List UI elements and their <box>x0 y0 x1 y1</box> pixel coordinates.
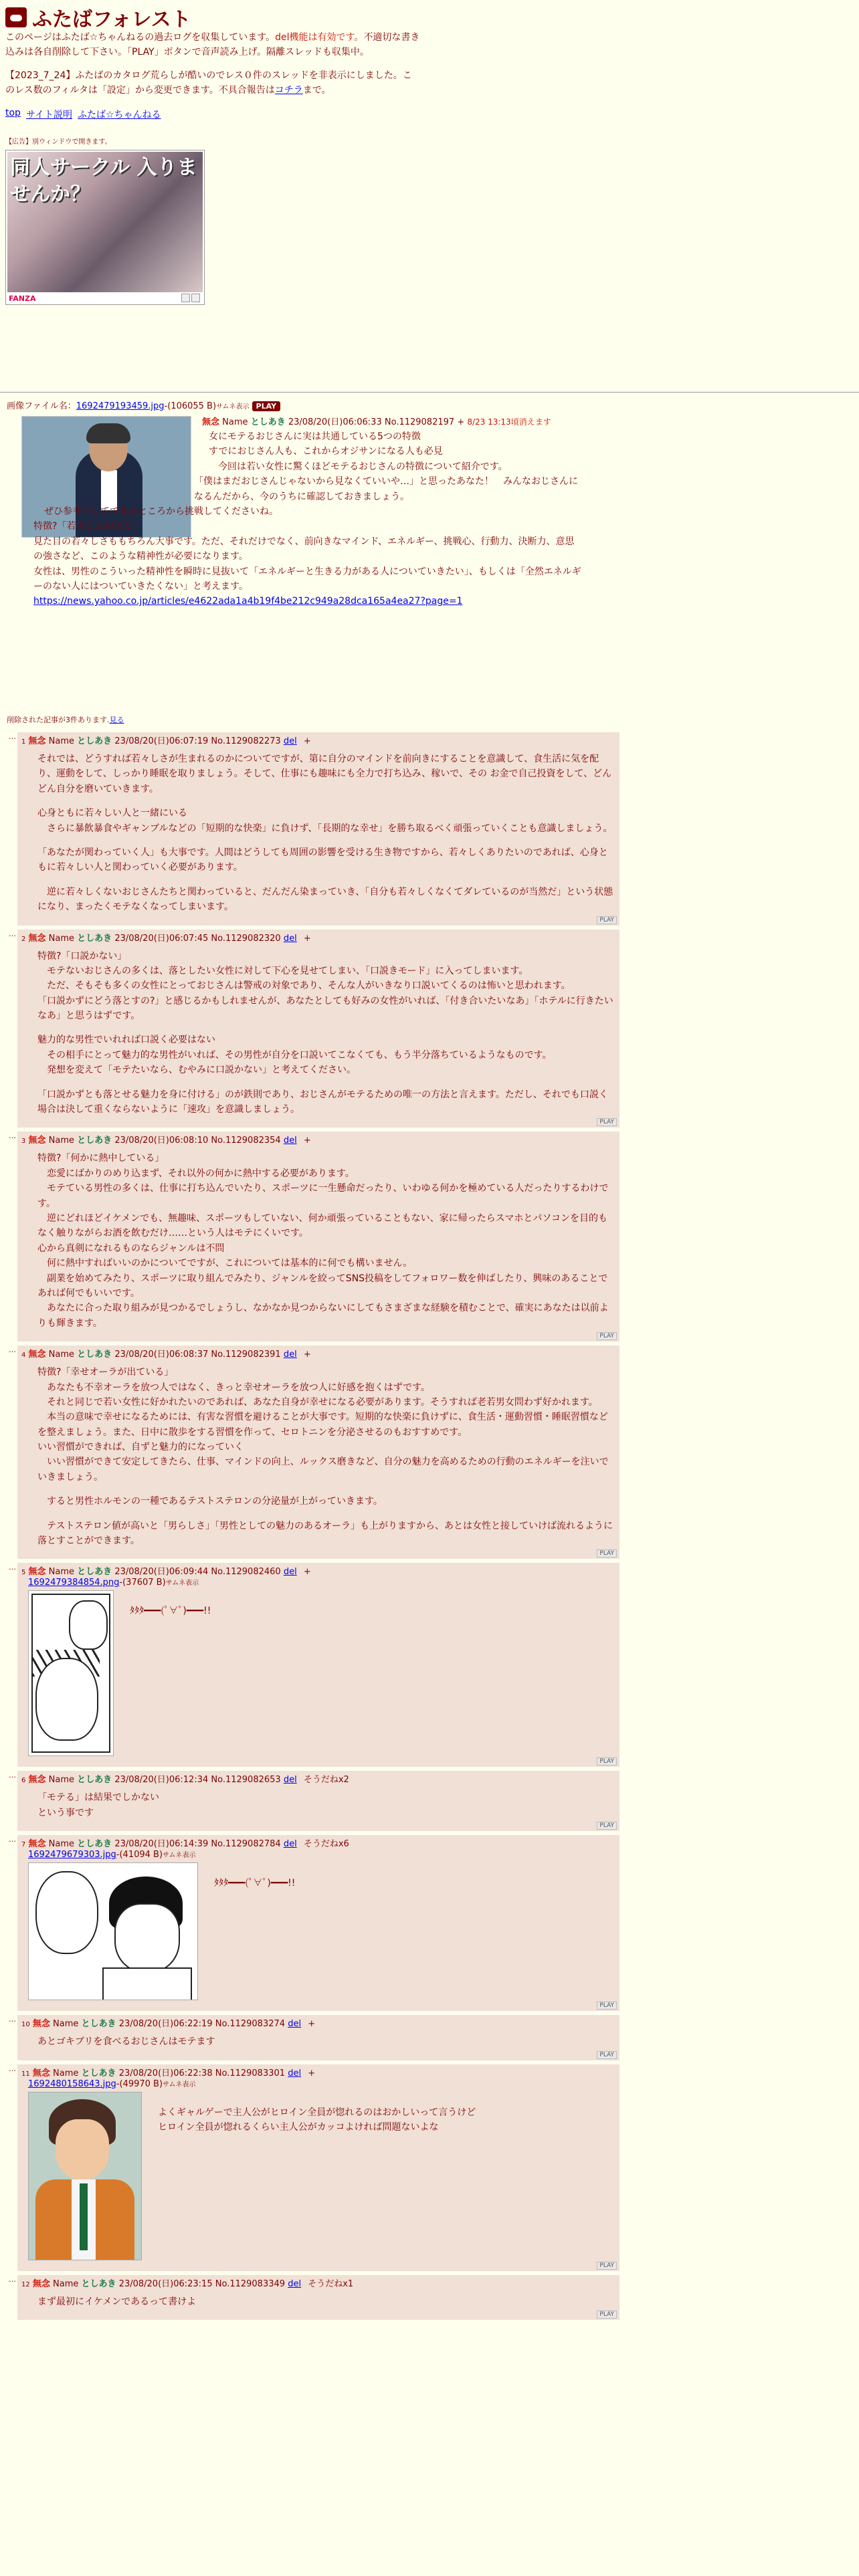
del-link[interactable]: del <box>283 1350 297 1360</box>
reply-datetime: 23/08/20(日)06:09:44 <box>114 1567 209 1578</box>
reply <box>0 1132 622 1341</box>
reply-line <box>37 1023 615 1033</box>
reply-index: 3 <box>21 1138 26 1146</box>
reply-number: No.1129083349 <box>215 2278 286 2289</box>
del-link[interactable]: del <box>288 2278 302 2289</box>
name-label: Name <box>48 1136 75 1146</box>
thumb-toggle[interactable]: サムネ表示 <box>216 403 250 411</box>
futaba-link[interactable]: ふたば☆ちゃんねる <box>77 109 161 120</box>
site-title: ふたばフォレスト <box>32 8 191 31</box>
reply-line: 「口説かずとも落とせる魅力を身に付ける」のが鉄則であり、おじさんがモテるための唯一の方法と言えます。ただし、それでも口説く場合は決して重くならないように「速攻」を意識しましょう。 <box>37 1089 608 1115</box>
reply-image-row <box>28 1590 615 1756</box>
reply-file-line <box>28 2078 615 2089</box>
op-line: 「僕はまだおじさんじゃないから見なくていいや…」と思ったあなた！ みんなおじさんになるんだから、今のうちに確認しておきましょう。 <box>194 476 578 502</box>
reply-number: No.1129083274 <box>215 2019 286 2030</box>
reply-body <box>130 1604 211 1756</box>
reply-body <box>158 2105 476 2260</box>
reply-dots[interactable]: … <box>9 1132 16 1141</box>
top-links <box>5 108 420 121</box>
reply-subject: 無念 <box>32 2278 50 2289</box>
reply <box>0 2064 622 2271</box>
reply-play-button[interactable]: PLAY <box>597 1118 617 1126</box>
thumb-toggle[interactable]: サムネ表示 <box>163 1852 196 1860</box>
reply <box>0 1346 622 1559</box>
thumb-body <box>102 1967 192 2000</box>
reply-datetime: 23/08/20(日)06:07:19 <box>114 736 209 746</box>
reply-dots[interactable]: … <box>9 1771 16 1780</box>
show-deleted-link[interactable]: 見る <box>109 716 124 724</box>
reply-line: ヒロイン全員が惚れるくらい主人公がカッコよければ問題ないよな <box>158 2121 439 2133</box>
del-link[interactable]: del <box>283 1136 297 1146</box>
reply-box <box>17 1346 619 1559</box>
reply-header <box>21 2066 615 2078</box>
del-link[interactable]: del <box>288 2019 302 2030</box>
reply-line: それと同じで若い女性に好かれたいのであれば、あなた自身が幸せになる必要があります。そうすれば老若男女問わず好かれます。 <box>37 1396 598 1408</box>
reply-line <box>37 1509 615 1519</box>
reply-name: としあき <box>77 1839 112 1850</box>
ad-text: 同人サークル 入りませんか？ <box>10 155 197 207</box>
reply-line: 心身ともに若々しい人と一緒にいる <box>37 808 187 819</box>
reply-line: すると男性ホルモンの一種であるテストステロンの分泌量が上がっていきます。 <box>37 1496 383 1507</box>
thumb-face <box>114 1903 180 1973</box>
plus-button[interactable]: + <box>303 736 311 746</box>
reply-line: 発想を変えて「モテたいなら、むやみに口説かない」と考えてください。 <box>37 1065 356 1076</box>
reply-name: としあき <box>77 1775 112 1786</box>
op-line: ぜひ参考にしてできるところから挑戦してくださいね。 <box>44 506 278 517</box>
ad-banner[interactable] <box>5 150 205 305</box>
reply-line: いい習慣ができて安定してきたら、仕事、マインドの向上、ルックス磨きなど、自分の魅力を高めるための行動のエネルギーを注いでいきましょう。 <box>37 1457 609 1483</box>
reply-line <box>37 1485 615 1494</box>
reply-dots[interactable]: … <box>9 1563 16 1572</box>
reply-number: No.1129082391 <box>211 1350 281 1360</box>
reply-header <box>21 734 615 746</box>
reply-number: No.1129082273 <box>211 736 281 746</box>
thumb-bubble <box>69 1600 108 1650</box>
reply-subject: 無念 <box>28 1775 46 1786</box>
sodane-count[interactable]: そうだねx2 <box>303 1775 349 1786</box>
reply <box>0 930 622 1128</box>
op-expire-notice: 8/23 13:13頃消えます <box>467 417 551 427</box>
reply-line <box>37 1078 615 1087</box>
ad-close-icon[interactable] <box>191 294 200 302</box>
reply <box>0 1771 622 1831</box>
file-size: -(106055 B) <box>164 401 217 411</box>
reply-line: よくギャルゲーで主人公がヒロイン全員が惚れるのはおかしいって言うけど <box>158 2107 476 2118</box>
reply-name: としあき <box>81 2019 116 2030</box>
reply-subject: 無念 <box>28 1567 46 1578</box>
op-number: No.1129082197 <box>384 417 455 427</box>
name-label: Name <box>48 1839 75 1850</box>
reply-datetime: 23/08/20(日)06:08:10 <box>114 1136 209 1146</box>
reply-play-button[interactable]: PLAY <box>597 2262 617 2270</box>
name-label: Name <box>48 736 75 746</box>
reply-subject: 無念 <box>32 2068 50 2078</box>
op-body <box>33 425 582 609</box>
reply-number: No.1129083301 <box>215 2068 286 2078</box>
report-link[interactable]: コチラ <box>274 85 303 96</box>
site-info-link[interactable]: サイト説明 <box>25 109 72 120</box>
reply-name: としあき <box>77 1567 112 1578</box>
del-link[interactable]: del <box>283 933 297 944</box>
reply-line: 「モテる」は結果でしかない <box>37 1792 159 1804</box>
name-label: Name <box>48 1775 75 1786</box>
file-size: -(41094 B) <box>116 1850 163 1860</box>
file-label: 画像ファイル名： <box>7 401 76 411</box>
reply <box>0 732 622 926</box>
reply <box>0 1563 622 1767</box>
file-size: -(49970 B) <box>116 2078 163 2089</box>
reply-dots[interactable]: … <box>9 929 16 938</box>
ad-controls <box>181 294 200 302</box>
reply-line <box>37 836 615 845</box>
reply-number: No.1129082653 <box>211 1775 281 1786</box>
reply-line: ただ、そもそも多くの女性にとっておじさんは警戒の対象であり、そんな人がいきなり口説いてくるのは怖いと思われます。 <box>37 980 571 992</box>
reply-body <box>37 1365 615 1548</box>
ad-brand: FANZA <box>9 294 36 303</box>
reply-body <box>37 949 615 1117</box>
reply-thumbnail[interactable] <box>28 1862 198 2000</box>
reply-dots[interactable]: … <box>9 732 16 741</box>
thumb-bubble <box>35 1871 98 1954</box>
reply-file-link[interactable]: 1692480158643.jpg <box>28 2078 116 2089</box>
reply-number: No.1129082320 <box>211 933 281 944</box>
reply-line: さらに暴飲暴食やギャンブルなどの「短期的な快楽」に負けず、「長期的な幸せ」を勝ち取るべく頑張っていくことも意識しましょう。 <box>37 823 613 834</box>
plus-button[interactable]: + <box>303 1136 311 1146</box>
reply-line: 何に熱中すればいいのかについてですが、これについては基本的に何でも構いません。 <box>37 1258 413 1269</box>
ad-info-icon[interactable] <box>181 294 190 302</box>
op-name: としあき <box>250 417 286 427</box>
reply-line: 副業を始めてみたり、スポーツに取り組んでみたり、ジャンルを絞ってSNS投稿をしてフォロワー数を伸ばしたり、興味のあることであれば何でもいいです。 <box>37 1273 608 1299</box>
reply-box <box>17 2015 619 2060</box>
reply-thumbnail[interactable] <box>28 1590 114 1756</box>
reply-box <box>17 1835 619 2011</box>
reply-file-line <box>28 1577 615 1588</box>
reply-header <box>21 1347 615 1360</box>
reply-header <box>21 1133 615 1146</box>
reply-line: という事です <box>37 1807 94 1818</box>
reply-body <box>37 1151 615 1331</box>
reply-line <box>37 875 615 885</box>
reply-name: としあき <box>77 1350 112 1360</box>
reply-line: 本当の意味で幸せになるためには、有害な習慣を避けることが大事です。短期的な快楽に負けずに、食生活・運動習慣・睡眠習慣などを整えましょう。また、日中に散歩をする習慣を作って、セロトニンを分泌させるのもおすすめです。 <box>37 1412 608 1438</box>
reply-box <box>17 930 619 1128</box>
reply-line: 心から真剣になれるものならジャンルは不問 <box>37 1243 225 1254</box>
reply-subject: 無念 <box>28 1350 46 1360</box>
sodane-count[interactable]: そうだねx6 <box>303 1839 349 1850</box>
plus-button[interactable]: + <box>303 933 311 944</box>
reply-dots[interactable]: … <box>9 1835 16 1844</box>
reply-box <box>17 1563 619 1767</box>
reply-line: ﾀﾀﾀ━━━(ﾟ∀ﾟ)━━━!! <box>214 1878 296 1889</box>
thumb-face <box>35 1658 98 1741</box>
file-size: -(37607 B) <box>119 1578 166 1588</box>
reply-line: 「口説かずにどう落とすの?」と感じるかもしれませんが、あなたとしても好みの女性がいれば、「付き合いたいなあ」「ホテルに行きたいなあ」と思うはずです。 <box>37 995 613 1022</box>
reply-subject: 無念 <box>28 1136 46 1146</box>
reply-box <box>17 2275 619 2320</box>
deleted-note <box>7 714 124 725</box>
reply-datetime: 23/08/20(日)06:14:39 <box>114 1839 209 1850</box>
reply-number: No.1129082784 <box>211 1839 281 1850</box>
reply-datetime: 23/08/20(日)06:12:34 <box>114 1775 209 1786</box>
reply-line: ﾀﾀﾀ━━━(ﾟ∀ﾟ)━━━!! <box>130 1606 211 1617</box>
name-label: Name <box>222 417 248 427</box>
reply-number: No.1129082354 <box>211 1136 281 1146</box>
desc-end: まで。 <box>302 85 331 96</box>
reply-file-line <box>28 1849 615 1860</box>
reply-index: 7 <box>21 1841 26 1849</box>
reply-play-button[interactable]: PLAY <box>597 1549 617 1558</box>
reply-line: その相手にとって魅力的な男性がいれば、その男性が自分を口説いてこなくても、もう半分落ちているようなものです。 <box>37 1049 552 1061</box>
reply-line: テストステロン値が高いと「男らしさ」「男性としての魅力のあるオーラ」も上がりますから、あとは女性と接していけば流れるように落とすことができます。 <box>37 1520 613 1547</box>
reply-subject: 無念 <box>28 933 46 944</box>
reply-dots[interactable]: … <box>9 2064 16 2073</box>
site-header <box>5 4 420 305</box>
reply-play-button[interactable]: PLAY <box>597 1757 617 1765</box>
reply-name: としあき <box>77 1136 112 1146</box>
op-file-line <box>7 399 609 411</box>
name-label: Name <box>53 2068 79 2078</box>
desc-del-notice: del機能は有効です。 <box>275 32 364 43</box>
op-play-button[interactable]: PLAY <box>252 401 281 411</box>
reply-line: 「あなたが関わっていく人」も大事です。人間はどうしても周囲の影響を受ける生き物ですから、若々しくありたいのであれば、心身ともに若々しい人と関わっていく必要があります。 <box>37 847 608 873</box>
op-line: 女性は、男性のこういった精神性を瞬時に見抜いて「エネルギーと生きる力がある人についていきたい」、もしくは「全然エネルギーのない人にはついていきたくない」と考えます。 <box>33 566 581 592</box>
reply-play-button[interactable]: PLAY <box>597 2002 617 2010</box>
ad-note: 【広告】別ウィンドウで開きます。 <box>5 138 112 146</box>
reply-line: 特徴?「幸せオーラが出ている」 <box>37 1367 174 1378</box>
reply-thumbnail[interactable] <box>28 2092 142 2260</box>
desc-text-b: 不適切な書き込みは各自削除して下さい。「PLAY」ボタンで音声読み上げ。隔離スレッドも収集中。 <box>5 32 420 58</box>
op-post <box>7 399 609 607</box>
reply-box <box>17 1132 619 1341</box>
site-logo-icon <box>5 7 27 27</box>
reply-line: モテないおじさんの多くは、落としたい女性に対して下心を見せてしまい、「口説きモード」に入ってしまいます。 <box>37 965 529 976</box>
name-label: Name <box>48 1350 75 1360</box>
reply-play-button[interactable]: PLAY <box>597 1332 617 1340</box>
op-subject: 無念 <box>202 417 220 427</box>
reply-play-button[interactable]: PLAY <box>597 916 617 924</box>
op-datetime: 23/08/20(日)06:06:33 <box>288 417 382 427</box>
reply-file-link[interactable]: 1692479384854.png <box>28 1578 120 1588</box>
reply-header <box>21 1772 615 1785</box>
reply-header <box>21 931 615 944</box>
op-file-link[interactable]: 1692479193459.jpg <box>76 401 165 411</box>
reply-name: としあき <box>81 2278 116 2289</box>
op-line: 特徴?「若々しさがある」 <box>33 521 142 532</box>
reply-index: 6 <box>21 1777 26 1785</box>
reply-datetime: 23/08/20(日)06:08:37 <box>114 1350 209 1360</box>
reply-index: 4 <box>21 1352 26 1360</box>
op-plus-button[interactable]: + <box>457 417 465 427</box>
sodane-count[interactable]: そうだねx1 <box>308 2278 354 2289</box>
reply-body <box>37 2294 615 2309</box>
reply-line: 逆に若々しくないおじさんたちと関わっていると、だんだん染まっていき、「自分も若々しくなくてダレているのが当然だ」という状態になり、まったくモテなくなってしまいます。 <box>37 886 613 913</box>
reply-line: 逆にどれほどイケメンでも、無趣味、スポーツもしていない、何か頑張っていることもない、家に帰ったらスマホとパソコンを目的もなく触りながらお酒を飲むだけ……という人はモテにくいです。 <box>37 1212 608 1239</box>
plus-button[interactable]: + <box>308 2068 316 2078</box>
reply-box <box>17 2064 619 2271</box>
plus-button[interactable]: + <box>303 1567 311 1578</box>
desc-text: このページはふたば☆ちゃんねるの過去ログを収集しています。 <box>5 32 276 43</box>
reply-line: 特徴?「口説かない」 <box>37 950 127 962</box>
reply-datetime: 23/08/20(日)06:07:45 <box>114 933 209 944</box>
reply-header <box>21 2016 615 2029</box>
reply-dots[interactable]: … <box>9 2015 16 2024</box>
name-label: Name <box>53 2278 79 2289</box>
reply-box <box>17 732 619 926</box>
reply-name: としあき <box>77 736 112 746</box>
reply-line: 魅力的な男性でいれれば口説く必要はない <box>37 1035 215 1046</box>
name-label: Name <box>48 933 75 944</box>
reply-index: 2 <box>21 935 26 943</box>
reply-line: あなたに合った取り組みが見つかるでしょうし、なかなか見つからないにしてもさまざまな経験を積むことで、確実にあなたは以前よりも輝きます。 <box>37 1303 609 1329</box>
top-link[interactable]: top <box>5 107 21 118</box>
op-article-link[interactable]: https://news.yahoo.co.jp/articles/e4622ada1a4b19f4be212c949a28dca165a4ea27?page=1 <box>33 596 463 607</box>
reply-datetime: 23/08/20(日)06:22:38 <box>118 2068 213 2078</box>
reply-line: まず最初にイケメンであるって書けよ <box>37 2296 197 2307</box>
reply-subject: 無念 <box>28 1839 46 1850</box>
deleted-text: 削除された記事が3件あります. <box>7 716 110 724</box>
reply-header <box>21 1836 615 1849</box>
reply-header <box>21 2276 615 2289</box>
thumb-tie <box>80 2183 88 2250</box>
reply-datetime: 23/08/20(日)06:23:15 <box>118 2278 213 2289</box>
op-line: 見た目の若々しさももちろん大事です。ただ、それだけでなく、前向きなマインド、エネルギー、挑戦心、行動力、決断力、意思の強さなど、このような精神性が必要になります。 <box>33 536 575 562</box>
reply-play-button[interactable]: PLAY <box>597 2311 617 2319</box>
reply-subject: 無念 <box>32 2019 50 2030</box>
reply-name: としあき <box>77 933 112 944</box>
reply-index: 11 <box>21 2070 30 2078</box>
reply <box>0 1835 622 2011</box>
reply-datetime: 23/08/20(日)06:22:19 <box>118 2019 213 2030</box>
reply-index: 12 <box>21 2280 30 2288</box>
reply-body <box>37 2034 615 2049</box>
reply-line: いい習慣ができれば、自ずと魅力的になっていく <box>37 1442 244 1453</box>
plus-button[interactable]: + <box>308 2019 316 2030</box>
reply-line: あなたも不幸オーラを放つ人ではなく、きっと幸せオーラを放つ人に好感を抱くはずです。 <box>37 1382 431 1393</box>
reply-line: モテている男性の多くは、仕事に打ち込んでいたり、スポーツに一生懸命だったり、いわゆる何かを極めている人だったりするわけです。 <box>37 1183 609 1209</box>
reply-name: としあき <box>81 2068 116 2078</box>
reply-line: 恋愛にばかりのめり込まず、それ以外の何かに熱中する必要があります。 <box>37 1168 355 1179</box>
reply-body <box>37 752 615 915</box>
site-description <box>5 31 420 98</box>
op-line: すでにおじさん人も、これからオジサンになる人も必見 <box>209 446 443 457</box>
reply <box>0 2015 622 2060</box>
del-link[interactable]: del <box>283 736 297 746</box>
reply-play-button[interactable]: PLAY <box>597 1822 617 1830</box>
reply-number: No.1129082460 <box>211 1567 281 1578</box>
thumb-toggle[interactable]: サムネ表示 <box>165 1580 199 1588</box>
reply-body <box>214 1876 295 2000</box>
reply-list <box>0 732 622 2324</box>
del-link[interactable]: del <box>283 1775 297 1786</box>
plus-button[interactable]: + <box>303 1350 311 1360</box>
reply-line: それでは、どうすれば若々しさが生まれるのかについてですが、第に自分のマインドを前向きにすることを意識して、食生活に気を配り、運動をして、しっかり睡眠を取りましょう。そして、仕事にも趣味にも全力で打ち込み、稼いで、その お金で自己投資をして、どんどん自分を磨いていきます。 <box>37 754 612 794</box>
reply-index: 1 <box>21 738 26 746</box>
reply-index: 5 <box>21 1569 26 1577</box>
header-divider <box>0 392 859 393</box>
reply-header <box>21 1564 615 1577</box>
reply-index: 10 <box>21 2021 30 2029</box>
reply-dots[interactable]: … <box>9 1346 16 1355</box>
op-line: 女にモテるおじさんに実は共通している5つの特徴 <box>209 431 421 442</box>
del-link[interactable]: del <box>288 2068 302 2078</box>
reply <box>0 2275 622 2320</box>
reply-subject: 無念 <box>28 736 46 746</box>
reply-box <box>17 1771 619 1831</box>
reply-image-row <box>28 2092 615 2260</box>
reply-play-button[interactable]: PLAY <box>597 2051 617 2059</box>
thumb-face <box>56 2119 109 2179</box>
reply-file-link[interactable]: 1692479679303.jpg <box>28 1850 116 1860</box>
reply-image-row <box>28 1862 615 2000</box>
reply-line: あとゴキブリを食べるおじさんはモテます <box>37 2036 215 2048</box>
reply-line <box>37 796 615 806</box>
reply-dots[interactable]: … <box>9 2274 16 2284</box>
reply-body <box>37 1790 615 1820</box>
desc-update: 【2023_7_24】ふたばのカタログ荒らしが酷いのでレス０件のスレッドを非表示にしました。このレス数のフィルタは「設定」から変更できます。不具合報告は <box>5 70 412 96</box>
name-label: Name <box>53 2019 79 2030</box>
del-link[interactable]: del <box>283 1839 297 1850</box>
reply-line: 特徴?「何かに熱中している」 <box>37 1153 165 1164</box>
del-link[interactable]: del <box>283 1567 297 1578</box>
thumb-toggle[interactable]: サムネ表示 <box>163 2080 196 2088</box>
name-label: Name <box>48 1567 75 1578</box>
op-line: 今回は若い女性に驚くほどモテるおじさんの特徴について紹介です。 <box>209 461 508 472</box>
